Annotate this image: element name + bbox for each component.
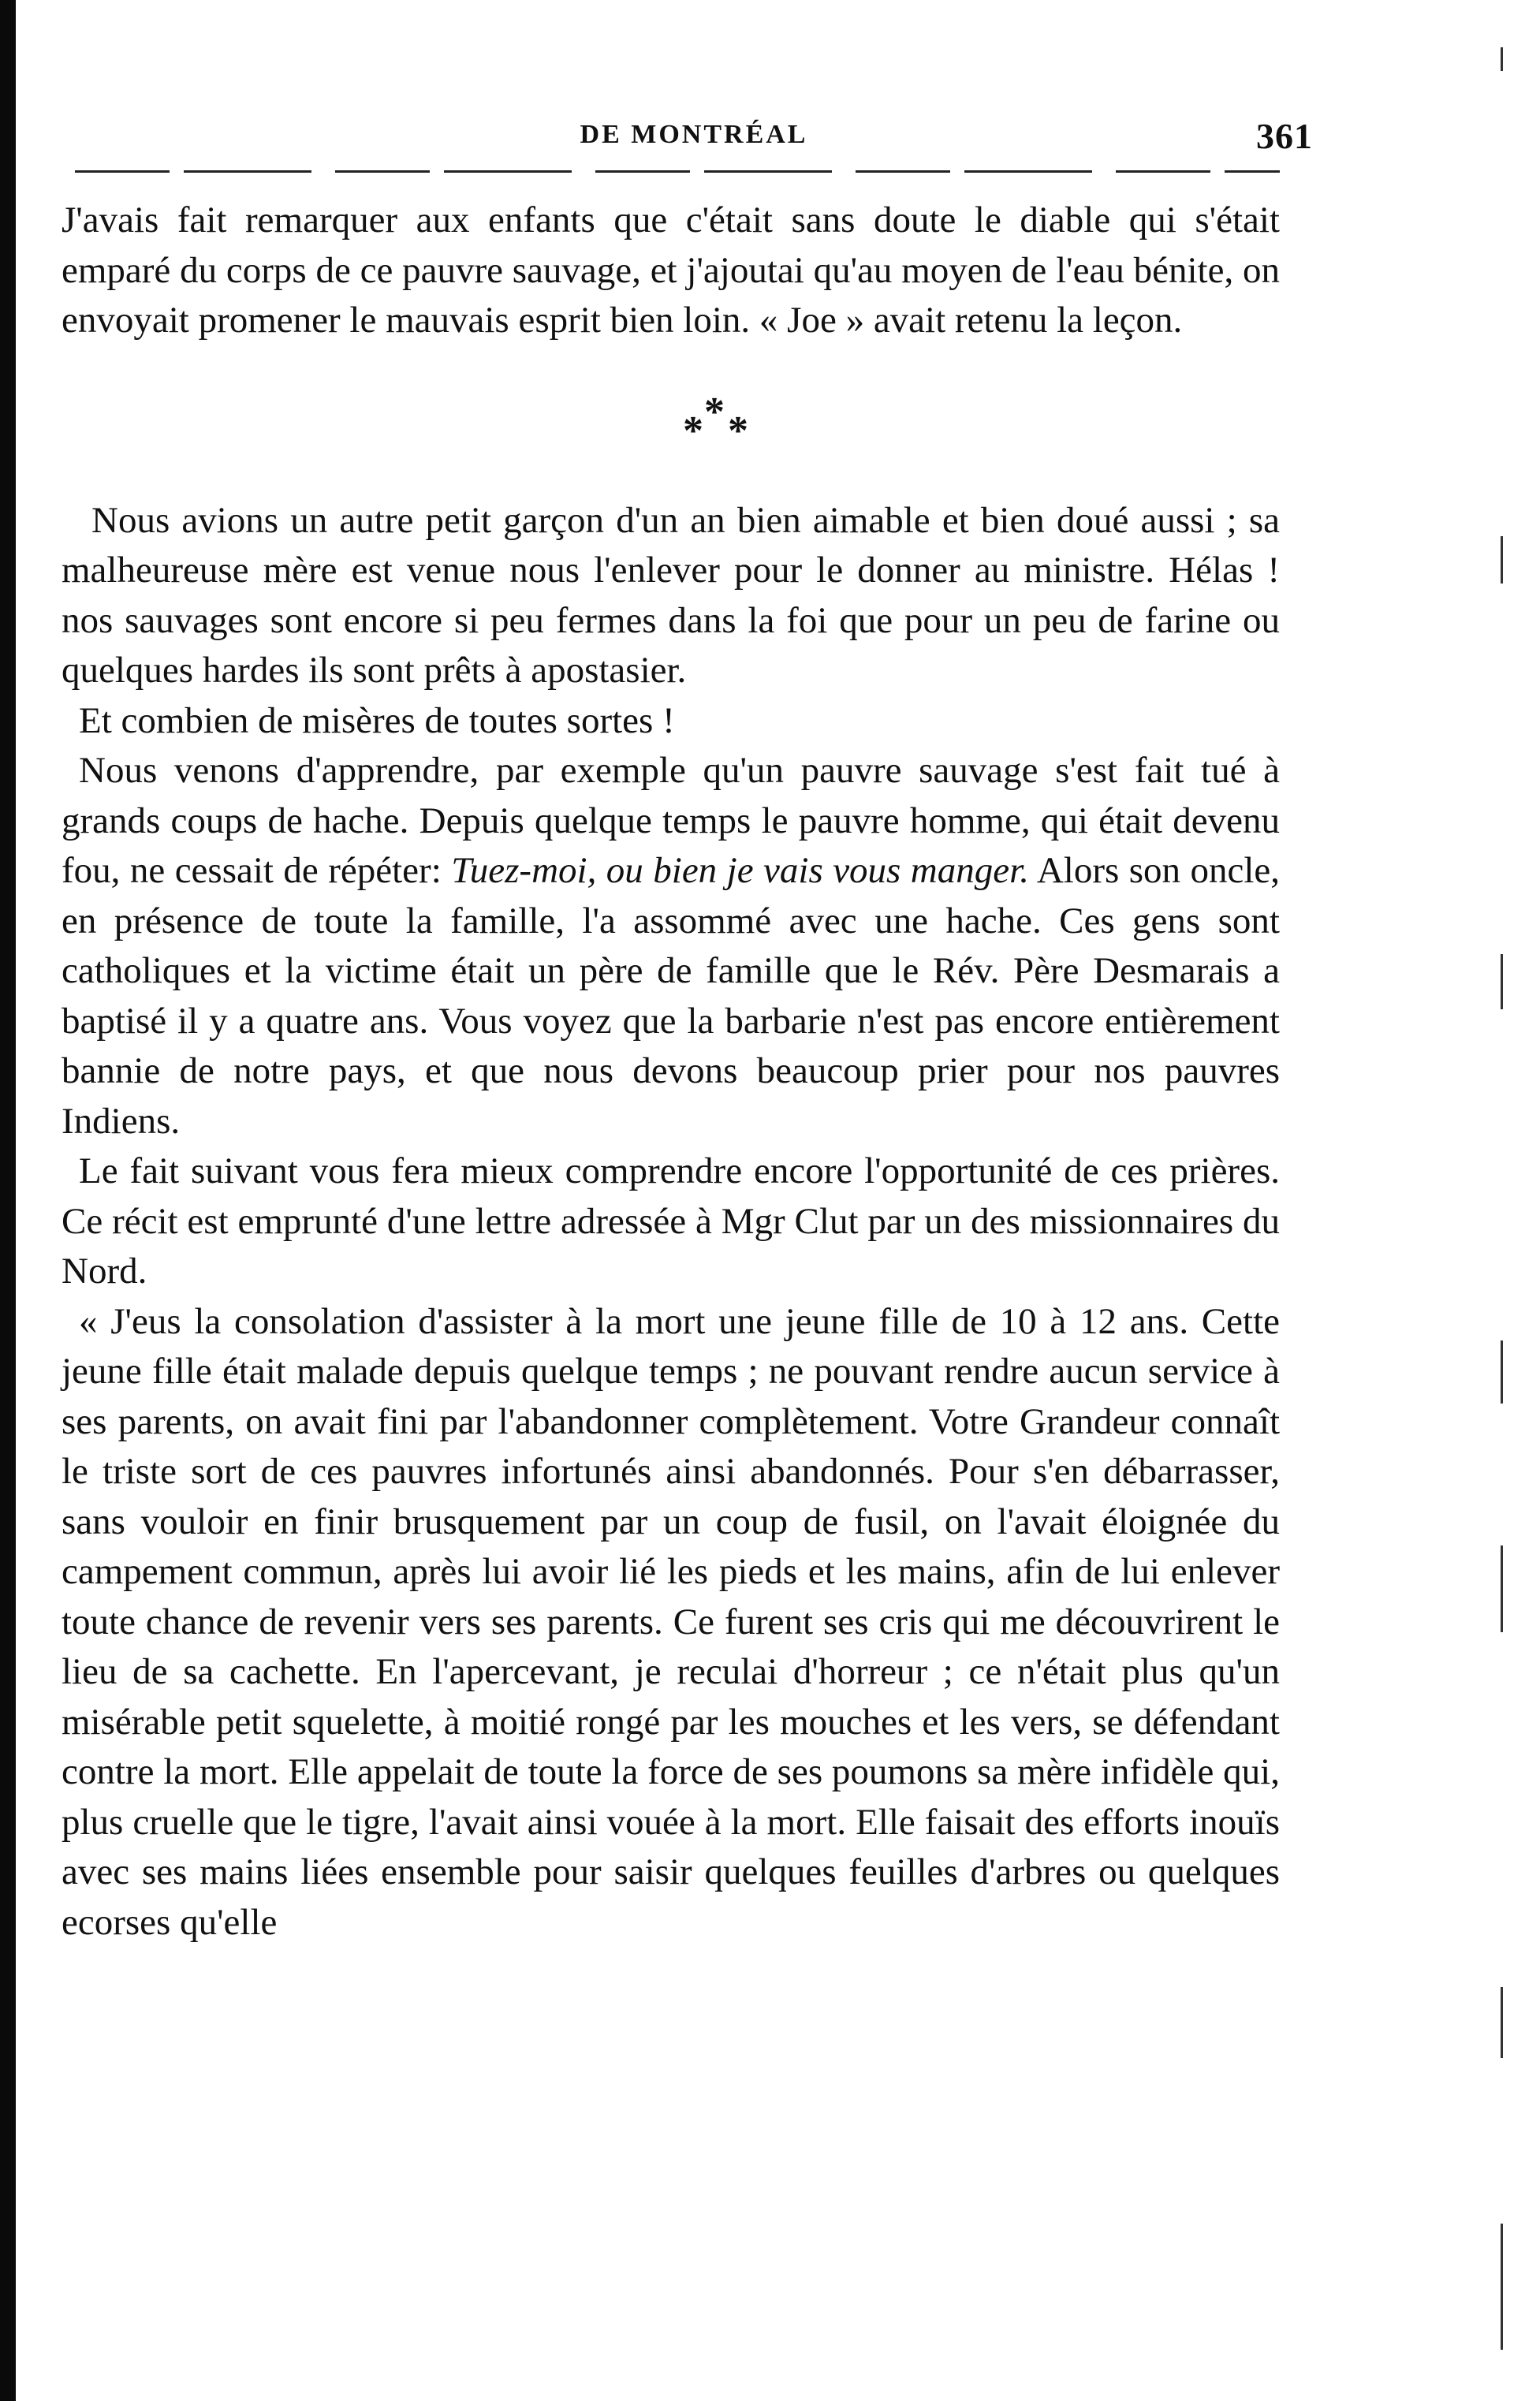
- paragraph: J'avais fait remarquer aux enfants que c'était sans doute le diable qui s'était emparé du corps de ce pauvre sauvage, et j'ajoutai qu'au moyen de l'eau bénite, on envoyait promener le mauvais esprit bien loin. « Joe » avait retenu la leçon.: [62, 199, 1280, 341]
- paragraph: Nous avions un autre petit garçon d'un an bien aimable et bien doué aussi ; sa malheureuse mère est venue nous l'enlever pour le donner au ministre. Hélas ! nos sauvages sont encore si peu fermes dans la foi que pour un peu de farine ou quelques hardes ils sont prêts à apostasier.: [62, 499, 1280, 691]
- right-edge-marks: [1501, 0, 1508, 2401]
- paragraph: Et combien de misères de toutes sortes !: [79, 699, 675, 741]
- paragraph: Le fait suivant vous fera mieux comprendre encore l'opportunité de ces prières. Ce récit est emprunté d'une lettre adressée à Mgr Clut par un des missionnaires du Nord.: [62, 1150, 1280, 1292]
- running-head: [75, 115, 1313, 155]
- running-head-title: DE MONTRÉAL: [580, 120, 808, 149]
- paragraph: Nous venons d'apprendre, par exemple qu'un pauvre sauvage s'est fait tué à grands coups de hache. Depuis quelque temps le pauvre homme, qui était devenu fou, ne cessait de répéter: Tuez-moi, ou bien je vais vous manger. Alors son oncle, en présence de toute la famille, l'a assommé avec une hache. Ces gens sont catholiques et la victime était un père de famille que le Rév. Père Desmarais a baptisé il y a quatre ans. Vous voyez que la barbarie n'est pas encore entièrement bannie de notre pays, et que nous devons beaucoup prier pour nos pauvres Indiens.: [62, 750, 1281, 1142]
- page-number: 361: [1256, 116, 1313, 156]
- body-text: [62, 196, 1280, 1948]
- italic-quote: Tuez-moi, ou bien je vais vous manger.: [451, 850, 1029, 891]
- header-rule: [75, 170, 1280, 173]
- paragraph: « J'eus la consolation d'assister à la mort une jeune fille de 10 à 12 ans. Cette jeune fille était malade depuis quelque temps ; ne pouvant rendre aucun service à ses parents, on avait fini par l'abandonner complètement. Votre Grandeur connaît le triste sort de ces pauvres infortunés ainsi abandonnés. Pour s'en débarrasser, sans vouloir en finir brusquement par un coup de fusil, on l'avait éloignée du campement commun, après lui avoir lié les pieds et les mains, afin de lui enlever toute chance de revenir vers ses parents. Ce furent ses cris qui me découvrirent le lieu de sa cachette. En l'apercevant, je reculai d'horreur ; ce n'était plus qu'un misérable petit squelette, à moitié rongé par les mouches et les vers, se défendant contre la mort. Elle appelait de toute la force de ses poumons sa mère infidèle qui, plus cruelle que le tigre, l'avait ainsi vouée à la mort. Elle faisait des efforts inouïs avec ses mains liées ensemble pour saisir quelques feuilles d'arbres ou quelques ecorses qu'elle: [62, 1300, 1280, 1943]
- section-break-asterism: * * *: [683, 389, 748, 453]
- binding-edge: [0, 0, 16, 2401]
